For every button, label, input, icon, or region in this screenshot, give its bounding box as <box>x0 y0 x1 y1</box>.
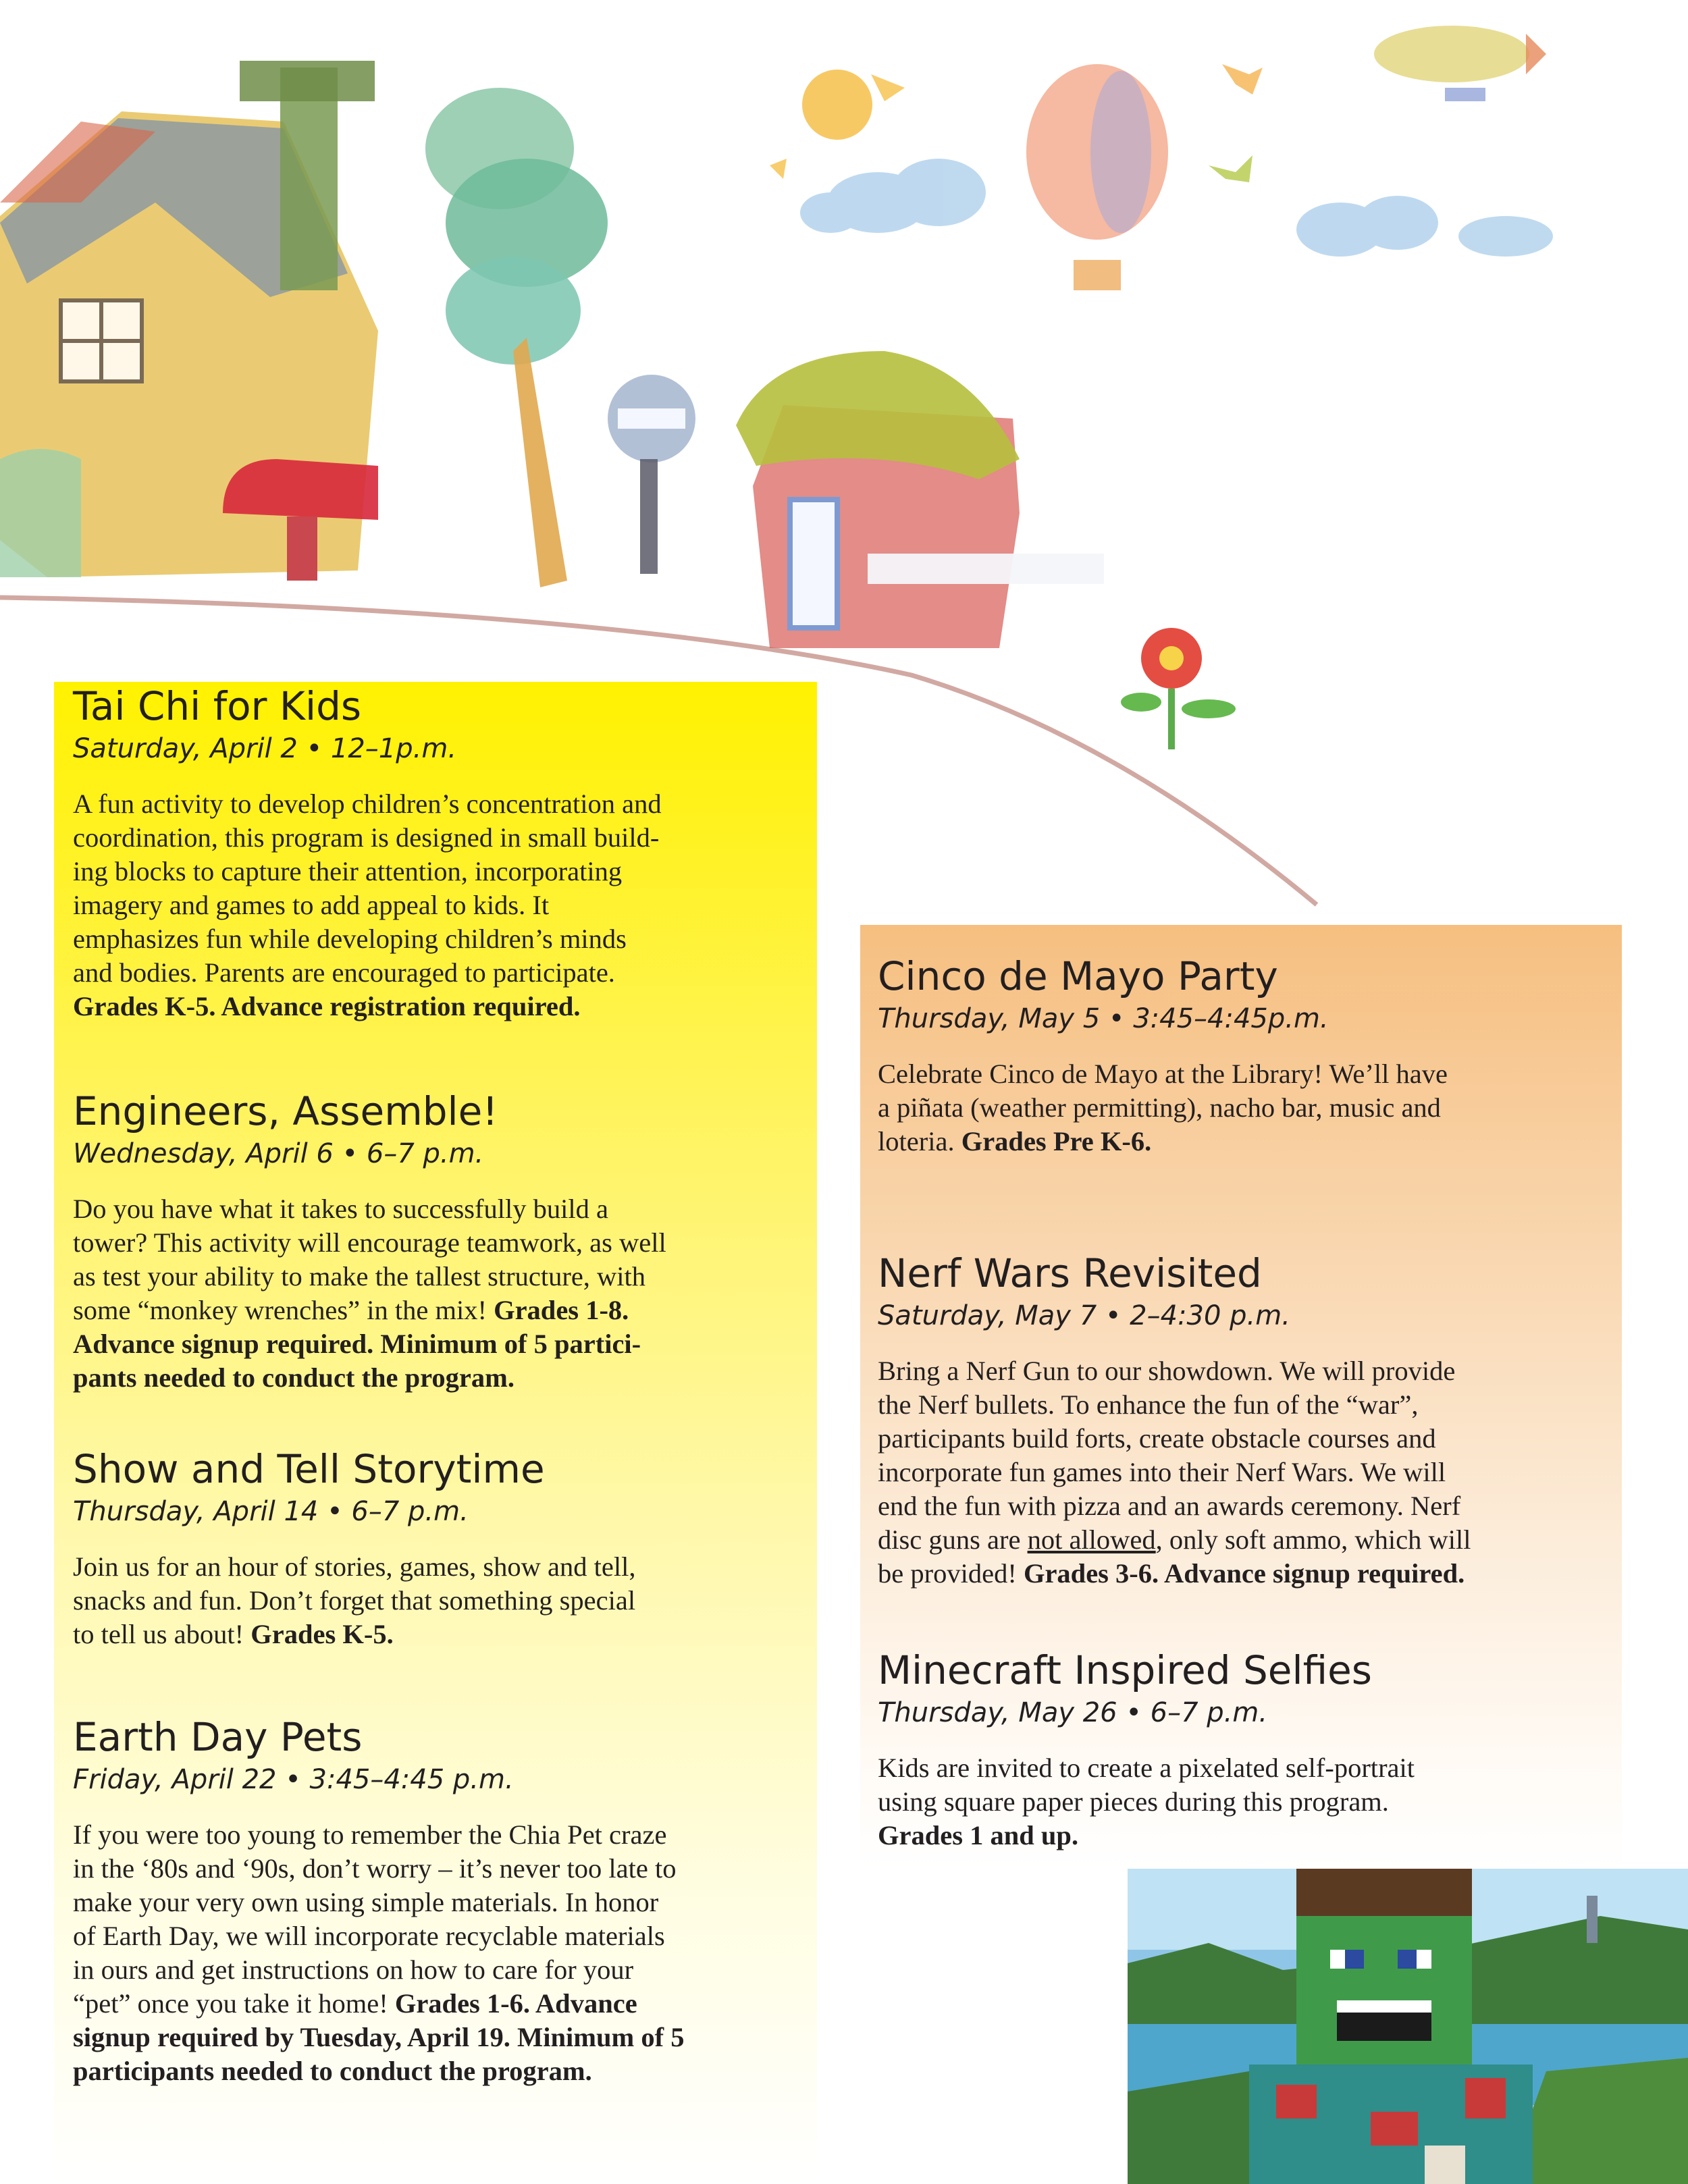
event-date: Wednesday, April 6 • 6–7 p.m. <box>73 1138 484 1169</box>
text-line: emphasizes fun while developing children’s minds <box>73 924 627 954</box>
text-line: Grades Pre K-6. <box>961 1126 1152 1156</box>
text-line: in the ‘80s and ‘90s, don’t worry – it’s never too late to <box>73 1853 677 1884</box>
text-line: signup required by Tuesday, April 19. Minimum of 5 <box>73 2022 685 2052</box>
event-date: Thursday, April 14 • 6–7 p.m. <box>73 1496 469 1527</box>
text-line: Do you have what it takes to successfully build a <box>73 1194 608 1224</box>
bird-icon <box>1209 155 1252 182</box>
event-description <box>878 1354 1614 1591</box>
text-line: disc guns are <box>878 1524 1028 1555</box>
text-line: not allowed <box>1027 1524 1156 1555</box>
event-date: Thursday, May 26 • 6–7 p.m. <box>878 1697 1268 1728</box>
event-title: Engineers, Assemble! <box>73 1088 498 1134</box>
text-line: Grades K-5. <box>250 1619 394 1649</box>
house-right <box>736 351 1104 648</box>
text-line: of Earth Day, we will incorporate recyclable materials <box>73 1921 665 1951</box>
event-title: Show and Tell Storytime <box>73 1446 545 1492</box>
text-line: A fun activity to develop children’s concentration and <box>73 789 662 819</box>
road-sign <box>608 375 695 574</box>
event-minecraft-selfies <box>878 1646 1614 1853</box>
event-description <box>73 1192 802 1395</box>
event-description <box>73 1550 802 1651</box>
event-title: Earth Day Pets <box>73 1714 363 1760</box>
text-line: make your very own using simple materials. In honor <box>73 1887 659 1917</box>
text-line: “pet” once you take it home! <box>73 1988 395 2019</box>
event-title: Nerf Wars Revisited <box>878 1250 1262 1296</box>
sun <box>802 70 872 140</box>
event-description <box>73 1818 802 2088</box>
text-line: using square paper pieces during this program. <box>878 1786 1389 1817</box>
text-line: Grades 1-8. <box>494 1295 629 1325</box>
flower <box>1121 628 1236 749</box>
text-line: , only soft ammo, which will <box>1155 1524 1471 1555</box>
event-title: Tai Chi for Kids <box>73 683 362 729</box>
event-cinco-de-mayo <box>878 952 1614 1158</box>
cloud-left <box>800 159 986 233</box>
event-title: Cinco de Mayo Party <box>878 953 1278 999</box>
text-line: imagery and games to add appeal to kids. It <box>73 890 550 920</box>
text-line: Bring a Nerf Gun to our showdown. We will provide <box>878 1356 1456 1386</box>
event-date: Saturday, May 7 • 2–4:30 p.m. <box>878 1300 1290 1331</box>
text-line: Join us for an hour of stories, games, show and tell, <box>73 1551 636 1582</box>
tree <box>425 88 608 587</box>
text-line: the Nerf bullets. To enhance the fun of the “war”, <box>878 1389 1419 1420</box>
right-events-panel <box>860 925 1622 1870</box>
blimp <box>1374 26 1546 101</box>
event-title: Minecraft Inspired Selfies <box>878 1647 1373 1693</box>
text-line: participants needed to conduct the program. <box>73 2056 592 2086</box>
event-engineers-assemble <box>73 1087 802 1395</box>
text-line: Kids are invited to create a pixelated self-portrait <box>878 1753 1415 1783</box>
text-line: and bodies. Parents are encouraged to participate. <box>73 957 615 988</box>
text-line: Grades 1-6. Advance <box>394 1988 637 2019</box>
bird-icon <box>1222 64 1263 95</box>
event-nerf-wars <box>878 1249 1614 1591</box>
text-line: as test your ability to make the tallest structure, with <box>73 1261 646 1291</box>
text-line: to tell us about! <box>73 1619 251 1649</box>
event-tai-chi <box>73 682 802 1023</box>
text-line: Grades 1 and up. <box>878 1820 1079 1850</box>
text-line: incorporate fun games into their Nerf Wars. We will <box>878 1457 1446 1487</box>
event-date: Saturday, April 2 • 12–1p.m. <box>73 733 457 764</box>
text-line: coordination, this program is designed in small build- <box>73 822 660 853</box>
text-line: in ours and get instructions on how to care for your <box>73 1954 634 1985</box>
hot-air-balloon <box>1026 64 1168 290</box>
text-line: snacks and fun. Don’t forget that something special <box>73 1585 636 1616</box>
text-line: Celebrate Cinco de Mayo at the Library! We’ll have <box>878 1059 1448 1089</box>
text-line: Advance signup required. Minimum of 5 partici- <box>73 1329 641 1359</box>
event-description <box>73 787 802 1023</box>
minecraft-character-image <box>1128 1869 1688 2184</box>
text-line: be provided! <box>878 1558 1024 1589</box>
event-show-and-tell <box>73 1445 802 1651</box>
text-line: end the fun with pizza and an awards ceremony. Nerf <box>878 1491 1461 1521</box>
cloud-right <box>1296 196 1553 257</box>
event-date: Thursday, May 5 • 3:45–4:45p.m. <box>878 1003 1329 1034</box>
text-line: Grades 3-6. Advance signup required. <box>1023 1558 1465 1589</box>
text-line: loteria. <box>878 1126 961 1156</box>
event-earth-day-pets <box>73 1713 802 2088</box>
left-events-panel <box>54 682 817 2184</box>
text-line: Grades K-5. Advance registration required. <box>73 991 581 1021</box>
event-date: Friday, April 22 • 3:45–4:45 p.m. <box>73 1764 514 1795</box>
event-description <box>878 1751 1614 1853</box>
text-line: If you were too young to remember the Chia Pet craze <box>73 1819 667 1850</box>
text-line: ing blocks to capture their attention, incorporating <box>73 856 623 886</box>
text-line: some “monkey wrenches” in the mix! <box>73 1295 494 1325</box>
text-line: pants needed to conduct the program. <box>73 1362 515 1393</box>
event-description <box>878 1057 1614 1158</box>
text-line: tower? This activity will encourage teamwork, as well <box>73 1227 666 1258</box>
text-line: participants build forts, create obstacle courses and <box>878 1423 1436 1454</box>
text-line: a piñata (weather permitting), nacho bar, music and <box>878 1092 1441 1123</box>
